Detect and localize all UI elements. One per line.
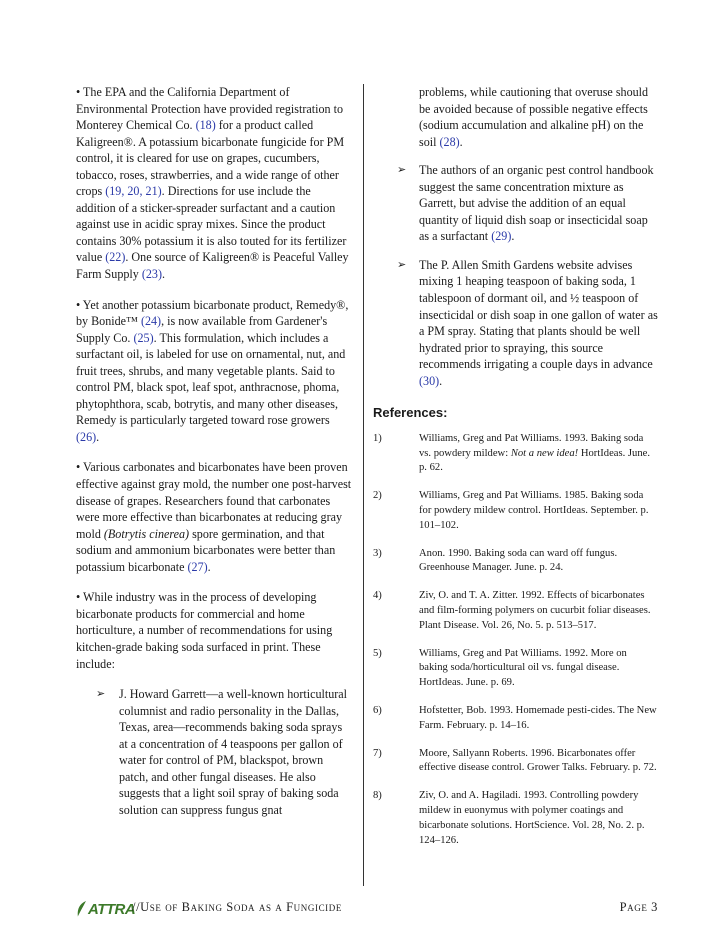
arrow-bullet-icon: ➢ — [397, 258, 407, 271]
citation-link[interactable]: (26) — [76, 429, 97, 444]
recommendation-list — [76, 686, 352, 818]
list-item-continuation — [373, 84, 658, 150]
attra-logo — [76, 898, 135, 918]
reference-text: Williams, Greg and Pat Williams. 1985. Baking soda for powdery mildew control. HortIdeas. September. p. 101–102. — [419, 490, 649, 531]
reference-text: Ziv, O. and T. A. Zitter. 1992. Effects of bicarbonates and film-forming polymers on cucurbit foliar diseases. Plant Disease. Vol. 26, No. 5. p. 513–517. — [419, 590, 651, 631]
reference-item — [373, 747, 658, 777]
paragraph-remedy — [76, 297, 352, 446]
text: J. Howard Garrett—a well-known horticultural columnist and radio personality in the Dallas, Texas, area—recommends baking soda sprays at a concentration of 4 teaspoons per gallon of water for control of PM, blackspot, brown patch, and other fungal diseases. He also suggests that a light soil spray of baking soda solution can suppress fungus gnat — [119, 687, 348, 817]
citation-link[interactable]: (22) — [105, 250, 126, 265]
reference-item — [373, 432, 658, 476]
reference-text: Anon. 1990. Baking soda can ward off fungus. Greenhouse Manager. June. p. 24. — [419, 547, 618, 574]
page-footer — [76, 896, 658, 920]
text: , is now available from Gardener's Supply Co. — [76, 314, 328, 345]
citation-link[interactable]: (23) — [141, 267, 163, 282]
reference-number: 3) — [373, 547, 382, 559]
list-item — [76, 686, 352, 818]
reference-item — [373, 489, 658, 533]
paragraph-industry: • While industry was in the process of developing bicarbonate products for commercial and home horticulture, a number of recommendations for using kitchen-grade baking soda surfaced in print. These include: — [76, 590, 333, 671]
page-number: Page 3 — [619, 900, 658, 914]
citation-link[interactable]: (30) — [419, 373, 440, 388]
citation-link[interactable]: (24) — [140, 314, 162, 329]
reference-number: 1) — [373, 432, 382, 444]
citation-link[interactable]: (28) — [439, 134, 460, 149]
list-item — [373, 162, 658, 245]
column-divider — [363, 84, 364, 886]
reference-number: 5) — [373, 647, 382, 659]
text: problems, while cautioning that overuse should be avoided because of possible negative effects (sodium accumulation and alkaline pH) on the soil — [419, 85, 649, 149]
text: . Directions for use include the addition of a sticker-spreader surfactant and a caution against use in acidic spray mixes. Since the product contains 30% potassium it is also touted for its fertilizer value — [76, 184, 347, 265]
reference-item — [373, 647, 658, 691]
species-name: (Botrytis cinerea) — [103, 526, 190, 541]
text: . — [207, 559, 211, 574]
reference-item — [373, 789, 658, 848]
right-column — [373, 84, 658, 861]
text: The authors of an organic pest control handbook suggest the same concentration mixture as Garrett, but advise the addition of an equal quantity of liquid dish soap or insecticidal soap as a surfactant — [419, 163, 654, 244]
reference-number: 2) — [373, 490, 382, 502]
citation-link[interactable]: (19, 20, 21) — [105, 184, 162, 199]
reference-item — [373, 547, 658, 577]
reference-item — [373, 589, 658, 633]
text: • Yet another potassium bicarbonate product, Remedy®, by Bonide™ — [76, 297, 349, 329]
text: • The EPA and the California Department of Environmental Protection have provided registration to Monterey Chemical Co. — [76, 85, 344, 133]
reference-number: 8) — [373, 790, 382, 802]
left-column — [76, 84, 352, 830]
reference-text: Moore, Sallyann Roberts. 1996. Bicarbonates offer effective disease control. Grower Talks. February. p. 72. — [419, 747, 657, 774]
reference-item — [373, 704, 658, 734]
logo-text: ATTRA — [88, 901, 136, 918]
reference-text: Ziv, O. and A. Hagiladi. 1993. Controlling powdery mildew in euonymus with polymer coatings and bicarbonate solutions. HortScience. Vol. 28, No. 2. p. 124–126. — [419, 790, 645, 846]
reference-text: Hofstetter, Bob. 1993. Homemade pesti-cides. The New Farm. February. p. 14–16. — [419, 705, 657, 731]
text: . This formulation, which includes a surfactant oil, is labeled for use on ornamental, nut, and fruit trees, shrubs, and many vegetable plants. Said to control PM, black spot, leaf spot, anthracnose, phoma, phytophthora, scab, botrytis, and many other diseases, Remedy is particularly targeted toward rose growers — [76, 330, 346, 428]
arrow-bullet-icon: ➢ — [96, 688, 106, 701]
text: for a product called Kaligreen®. A potassium bicarbonate fungicide for PM control, it is cleared for use on grapes, cucumbers, tobacco, roses, strawberries, and a wide range of other crops — [76, 118, 345, 199]
recommendation-list-continued — [373, 84, 658, 389]
paragraph-kaligreen — [76, 84, 352, 283]
text: . One source of Kaligreen® is Peaceful Valley Farm Supply — [76, 250, 349, 282]
text: spore germination, and that sodium and ammonium bicarbonates were better than potassium bicarbonate — [76, 526, 336, 574]
text: The P. Allen Smith Gardens website advises mixing 1 heaping teaspoon of baking soda, 1 tablespoon of dormant oil, and ½ teaspoon of insecticidal or dish soap in one gallon of water as a PM spray. Stating that plants should be well hydrated prior to spraying, this source recommends irrigating a couple days in advance — [419, 257, 658, 372]
citation-link[interactable]: (29) — [491, 229, 512, 244]
text: . — [459, 134, 463, 149]
reference-text: HortIdeas. June. p. 62. — [419, 447, 650, 474]
text: . — [96, 429, 100, 444]
paragraph-carbonates — [76, 459, 352, 575]
text: • Various carbonates and bicarbonates have been proven effective against gray mold, the number one post-harvest disease of grapes. Researchers found that carbonates were more effective than bicarbonates at reducing gray mold — [76, 460, 352, 541]
list-item — [373, 257, 658, 389]
reference-text: Williams, Greg and Pat Williams. 1993. Baking soda vs. powdery mildew: — [419, 432, 644, 459]
text: . — [162, 267, 166, 282]
reference-italic: Not a new idea! — [510, 447, 579, 459]
reference-number: 6) — [373, 705, 382, 716]
text: . — [439, 373, 443, 388]
reference-number: 7) — [373, 747, 382, 759]
references-list — [373, 432, 658, 849]
text: . — [511, 229, 515, 244]
footer-title: //Use of Baking Soda as a Fungicide — [132, 900, 342, 914]
citation-link[interactable]: (18) — [195, 118, 216, 133]
citation-link[interactable]: (27) — [187, 559, 208, 574]
citation-link[interactable]: (25) — [133, 330, 154, 345]
arrow-bullet-icon: ➢ — [397, 164, 407, 177]
reference-number: 4) — [373, 590, 382, 602]
references-heading: References: — [373, 405, 448, 421]
leaf-icon — [76, 900, 88, 918]
reference-text: Williams, Greg and Pat Williams. 1992. More on baking soda/horticultural oil vs. fungal disease. HortIdeas. June. p. 69. — [419, 647, 627, 689]
